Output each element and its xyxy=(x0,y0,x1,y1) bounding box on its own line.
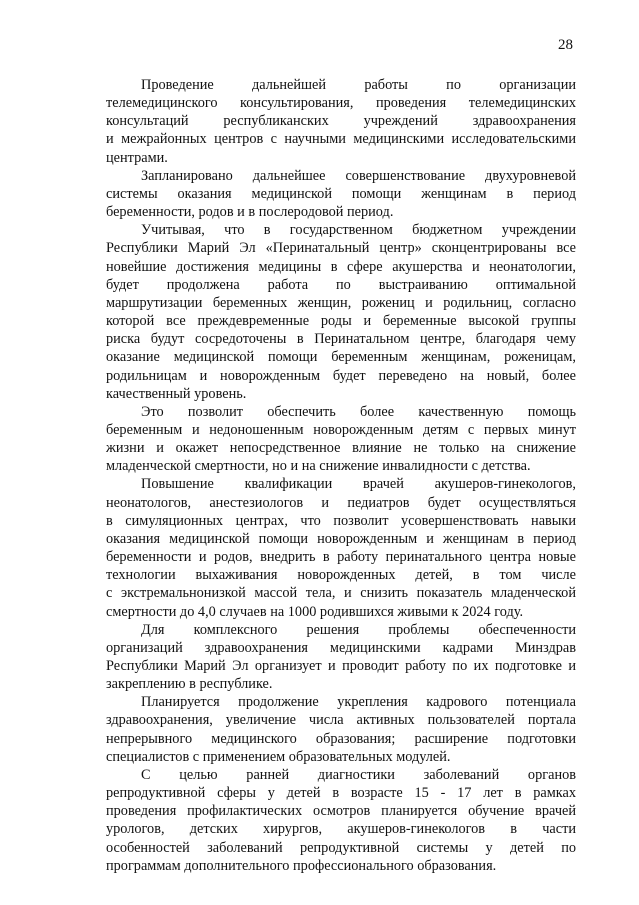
text-line: Повышение квалификации врачей акушеров-гинекологов, xyxy=(141,476,576,493)
text-line: с экстремальнонизкой массой тела, и снизить показатель младенческой xyxy=(106,585,576,602)
text-line: закреплению в республике. xyxy=(106,676,273,693)
text-line: смертности до 4,0 случаев на 1000 родившихся живыми к 2024 году. xyxy=(106,603,524,620)
page-number: 28 xyxy=(558,37,573,53)
paragraph xyxy=(106,403,576,476)
text-line: Это позволит обеспечить более качественную помощь xyxy=(141,403,576,420)
text-line: младенческой смертности, но и на снижение инвалидности с детства. xyxy=(106,458,531,475)
text-line: Учитывая, что в государственном бюджетном учреждении xyxy=(141,222,576,239)
text-line: оказания медицинской помощи новорожденным и женщинам в период xyxy=(106,530,576,547)
paragraph xyxy=(106,766,576,875)
text-line: оказание медицинской помощи беременным женщинам, роженицам, xyxy=(106,349,576,366)
text-line: маршрутизации беременных женщин, рожениц и родильниц, согласно xyxy=(106,294,576,311)
text-line: Республики Марий Эл «Перинатальный центр» сконцентрированы все xyxy=(106,240,576,257)
text-line: Для комплексного решения проблемы обеспеченности xyxy=(141,621,576,638)
text-line: беременности, родов и в послеродовой период. xyxy=(106,204,394,221)
text-line: телемедицинского консультирования, проведения телемедицинских xyxy=(106,95,576,112)
text-line: особенностей заболеваний репродуктивной системы у детей по xyxy=(106,839,576,856)
text-line: С целью ранней диагностики заболеваний органов xyxy=(141,766,576,783)
text-line: консультаций республиканских учреждений здравоохранения xyxy=(106,113,576,130)
text-line: проведения профилактических осмотров планируется обучение врачей xyxy=(106,803,576,820)
text-line: урологов, детских хирургов, акушеров-гинекологов в части xyxy=(106,821,576,838)
text-line: программам дополнительного профессионального образования. xyxy=(106,857,497,874)
text-line: жизни и окажет непосредственное влияние не только на снижение xyxy=(106,440,576,457)
text-line: в симуляционных центрах, что позволит усовершенствовать навыки xyxy=(106,512,576,529)
paragraph xyxy=(106,76,576,167)
text-line: специалистов с применением образовательных модулей. xyxy=(106,748,451,765)
paragraph xyxy=(106,621,576,694)
text-line: Проведение дальнейшей работы по организации xyxy=(141,77,576,93)
text-line: Планируется продолжение укрепления кадрового потенциала xyxy=(141,694,576,711)
document-body xyxy=(106,76,576,875)
text-line: риска будут сосредоточены в Перинатальном центре, благодаря чему xyxy=(106,331,576,348)
text-line: качественный уровень. xyxy=(106,385,247,402)
text-line: центрами. xyxy=(106,149,168,166)
paragraph xyxy=(106,167,576,221)
text-line: будет продолжена работа по выстраиванию оптимальной xyxy=(106,276,576,293)
text-line: новейшие достижения медицины в сфере акушерства и неонатологии, xyxy=(106,258,576,275)
text-line: беременности и родов, внедрить в работу перинатального центра новые xyxy=(106,549,576,566)
text-line: непрерывного медицинского образования; расширение подготовки xyxy=(106,730,576,747)
text-line: Республики Марий Эл организует и проводит работу по их подготовке и xyxy=(106,658,576,674)
paragraph xyxy=(106,693,576,766)
text-line: технологии выхаживания новорожденных детей, в том числе xyxy=(106,567,576,584)
text-line: родильницам и новорожденным будет переведено на новый, более xyxy=(106,367,576,384)
text-line: системы оказания медицинской помощи женщинам в период xyxy=(106,185,576,202)
paragraph xyxy=(106,221,576,403)
paragraph xyxy=(106,475,576,620)
text-line: репродуктивной сферы у детей в возрасте 15 - 17 лет в рамках xyxy=(106,785,576,802)
text-line: беременным и недоношенным новорожденным детям с первых минут xyxy=(106,421,576,438)
text-line: и межрайонных центров с научными медицинскими исследовательскими xyxy=(106,131,576,148)
text-line: здравоохранения, увеличение числа активных пользователей портала xyxy=(106,712,576,729)
text-line: которой все преждевременные роды и беременные высокой группы xyxy=(106,313,576,330)
text-line: организаций здравоохранения медицинскими кадрами Минздрав xyxy=(106,639,576,656)
text-line: неонатологов, анестезиологов и педиатров будет осуществляться xyxy=(106,494,576,511)
text-line: Запланировано дальнейшее совершенствование двухуровневой xyxy=(141,167,576,184)
